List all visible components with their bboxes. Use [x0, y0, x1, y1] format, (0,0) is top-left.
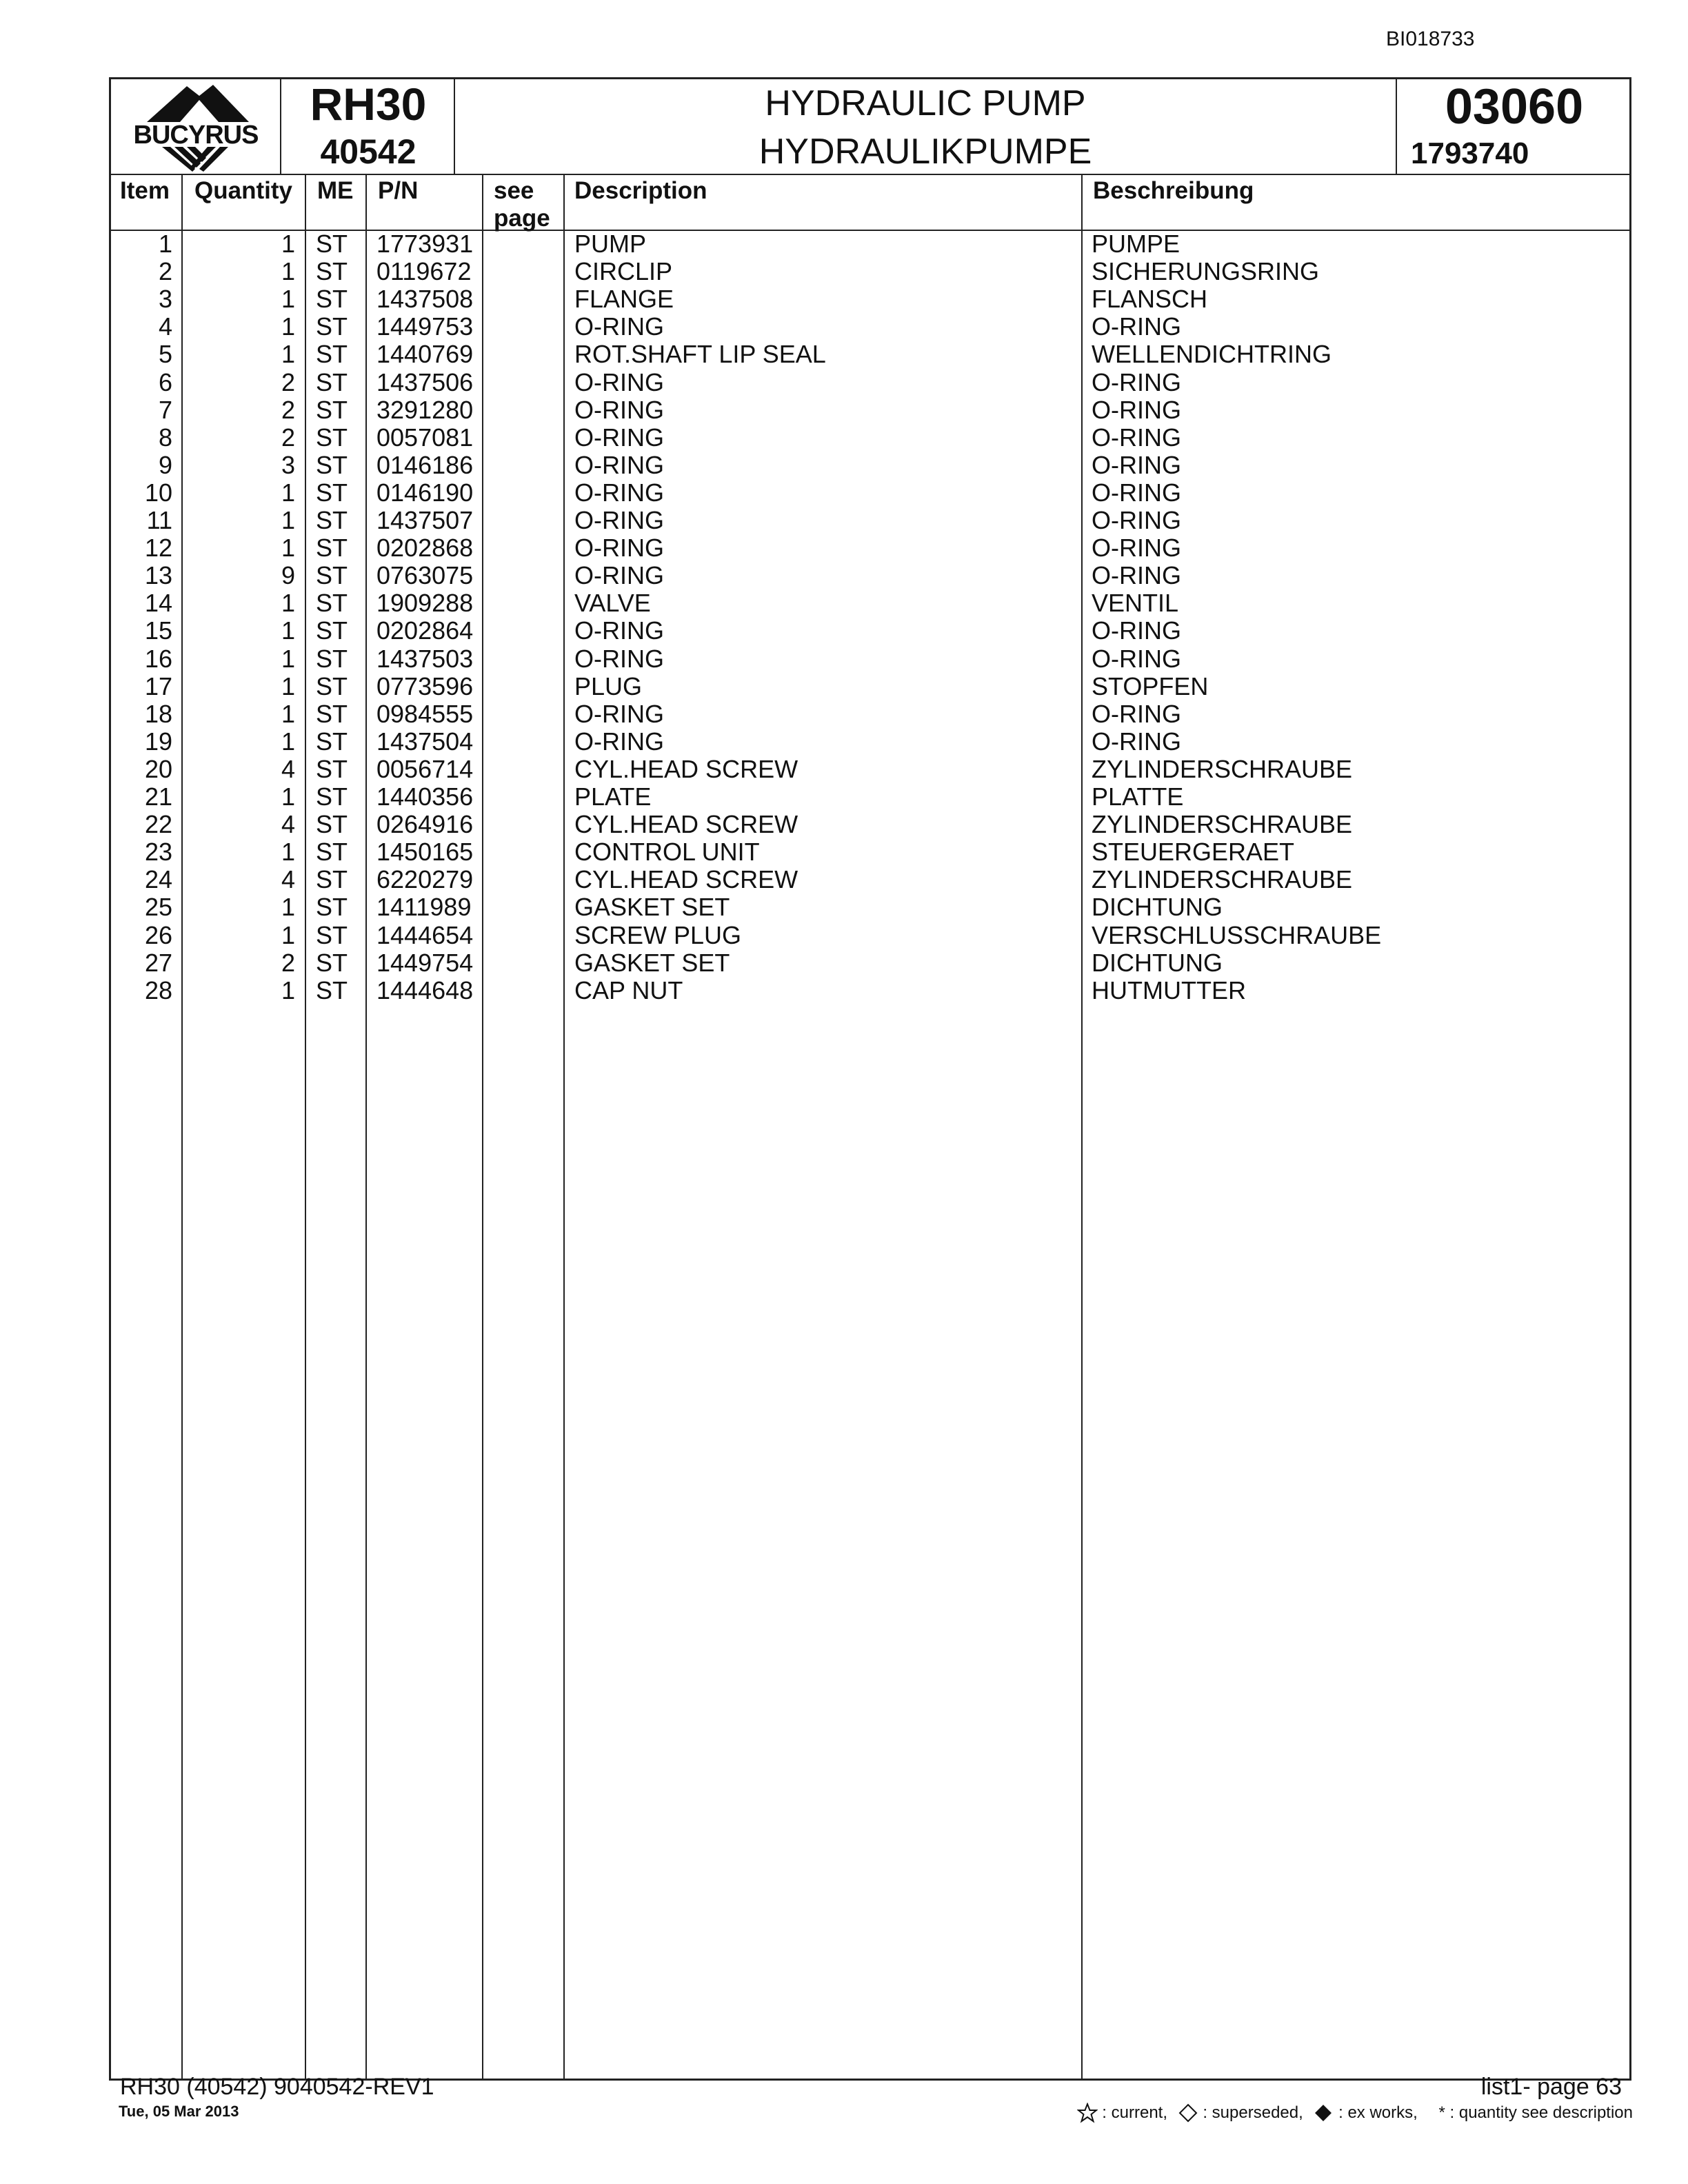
item-number: 11	[146, 506, 172, 534]
description: O-RING	[574, 423, 664, 452]
table-row	[0, 838, 1688, 866]
description: CYL.HEAD SCREW	[574, 754, 798, 783]
quantity: 1	[281, 644, 295, 673]
unit: ST	[316, 230, 348, 258]
beschreibung: VERSCHLUSSCHRAUBE	[1092, 920, 1382, 949]
table-row	[0, 949, 1688, 977]
part-number: 1437508	[376, 285, 474, 314]
quantity: 1	[281, 699, 295, 728]
unit: ST	[316, 782, 348, 811]
beschreibung: FLANSCH	[1092, 285, 1208, 314]
quantity: 1	[281, 616, 295, 645]
beschreibung: O-RING	[1092, 561, 1181, 590]
item-number: 17	[144, 671, 172, 700]
column-header-pn: P/N	[378, 177, 419, 204]
description: SCREW PLUG	[574, 920, 742, 949]
quantity: 1	[281, 589, 295, 618]
title-english: HYDRAULIC PUMP	[765, 83, 1086, 123]
footer-date: Tue, 05 Mar 2013	[119, 2103, 239, 2120]
description: CYL.HEAD SCREW	[574, 865, 798, 894]
beschreibung: PLATTE	[1092, 782, 1184, 811]
quantity: 4	[281, 865, 295, 894]
drawing-number: 1793740	[1411, 136, 1529, 170]
bucyrus-logo-icon	[111, 79, 280, 174]
description: CONTROL UNIT	[574, 838, 760, 867]
unit: ST	[316, 285, 348, 314]
footer-document-reference: RH30 (40542) 9040542-REV1	[120, 2074, 434, 2100]
description: O-RING	[574, 450, 664, 479]
beschreibung: O-RING	[1092, 450, 1181, 479]
part-number: 1449754	[376, 948, 474, 977]
part-number: 1437503	[376, 644, 474, 673]
part-number: 0119672	[376, 257, 472, 286]
part-number: 1440769	[376, 340, 474, 369]
description: O-RING	[574, 699, 664, 728]
quantity: 9	[281, 561, 295, 590]
column-header-me: ME	[317, 177, 354, 204]
item-number: 1	[158, 230, 172, 258]
table-row	[0, 783, 1688, 811]
item-number: 12	[144, 534, 172, 563]
table-row	[0, 424, 1688, 452]
beschreibung: DICHTUNG	[1092, 893, 1223, 922]
description: CYL.HEAD SCREW	[574, 810, 798, 839]
unit: ST	[316, 395, 348, 424]
item-number: 21	[144, 782, 172, 811]
part-number: 1449753	[376, 312, 474, 341]
part-number: 1437507	[376, 506, 474, 534]
item-number: 24	[144, 865, 172, 894]
part-number: 0202864	[376, 616, 474, 645]
title-german: HYDRAULIKPUMPE	[758, 132, 1092, 172]
unit: ST	[316, 865, 348, 894]
column-header-see: see	[494, 177, 534, 204]
unit: ST	[316, 644, 348, 673]
item-number: 7	[158, 395, 172, 424]
footer-page-number: list1- page 63	[1480, 2074, 1622, 2100]
beschreibung: O-RING	[1092, 616, 1181, 645]
quantity: 2	[281, 395, 295, 424]
beschreibung: ZYLINDERSCHRAUBE	[1092, 754, 1353, 783]
part-number: 1444648	[376, 975, 474, 1004]
item-number: 5	[158, 340, 172, 369]
quantity: 1	[281, 506, 295, 534]
table-row	[0, 258, 1688, 285]
part-number: 1440356	[376, 782, 474, 811]
part-number: 6220279	[376, 865, 474, 894]
model-number: RH30	[310, 79, 427, 130]
serial-number: 40542	[320, 132, 416, 171]
part-number: 0763075	[376, 561, 474, 590]
beschreibung: HUTMUTTER	[1092, 975, 1246, 1004]
part-number: 0984555	[376, 699, 474, 728]
table-row	[0, 700, 1688, 728]
description: O-RING	[574, 367, 664, 396]
table-row	[0, 230, 1688, 258]
footer-legend	[1077, 2103, 1633, 2123]
description: PLATE	[574, 782, 652, 811]
unit: ST	[316, 838, 348, 867]
beschreibung: O-RING	[1092, 644, 1181, 673]
part-number: 1444654	[376, 920, 474, 949]
item-number: 19	[144, 727, 172, 756]
part-number: 3291280	[376, 395, 474, 424]
table-row	[0, 977, 1688, 1004]
unit: ST	[316, 478, 348, 507]
group-number: 03060	[1445, 79, 1584, 134]
quantity: 1	[281, 230, 295, 258]
description: GASKET SET	[574, 948, 730, 977]
beschreibung: O-RING	[1092, 534, 1181, 563]
beschreibung: WELLENDICHTRING	[1092, 340, 1332, 369]
unit: ST	[316, 920, 348, 949]
table-row	[0, 507, 1688, 534]
beschreibung: O-RING	[1092, 478, 1181, 507]
quantity: 2	[281, 367, 295, 396]
beschreibung: DICHTUNG	[1092, 948, 1223, 977]
unit: ST	[316, 312, 348, 341]
description: CAP NUT	[574, 975, 683, 1004]
description: PUMP	[574, 230, 647, 258]
description: VALVE	[574, 589, 651, 618]
part-number: 0202868	[376, 534, 474, 563]
quantity: 2	[281, 948, 295, 977]
description: PLUG	[574, 671, 643, 700]
description: ROT.SHAFT LIP SEAL	[574, 340, 826, 369]
description: CIRCLIP	[574, 257, 673, 286]
table-row	[0, 589, 1688, 617]
unit: ST	[316, 506, 348, 534]
description: O-RING	[574, 534, 664, 563]
quantity: 1	[281, 257, 295, 286]
beschreibung: O-RING	[1092, 506, 1181, 534]
table-row	[0, 341, 1688, 368]
unit: ST	[316, 367, 348, 396]
quantity: 1	[281, 975, 295, 1004]
unit: ST	[316, 616, 348, 645]
column-header-quantity: Quantity	[194, 177, 292, 204]
diamond-filled-icon	[1313, 2103, 1334, 2123]
item-number: 2	[158, 257, 172, 286]
item-number: 27	[144, 948, 172, 977]
part-number: 1411989	[376, 893, 472, 922]
legend-quantity-label: * : quantity see description	[1438, 2103, 1633, 2122]
beschreibung: ZYLINDERSCHRAUBE	[1092, 810, 1353, 839]
unit: ST	[316, 754, 348, 783]
unit: ST	[316, 893, 348, 922]
beschreibung: ZYLINDERSCHRAUBE	[1092, 865, 1353, 894]
table-row	[0, 922, 1688, 949]
quantity: 4	[281, 754, 295, 783]
quantity: 3	[281, 450, 295, 479]
quantity: 1	[281, 534, 295, 563]
part-number: 1773931	[376, 230, 474, 258]
item-number: 16	[144, 644, 172, 673]
description: O-RING	[574, 312, 664, 341]
table-row	[0, 756, 1688, 783]
quantity: 1	[281, 920, 295, 949]
column-header-beschreibung: Beschreibung	[1093, 177, 1254, 204]
table-row	[0, 313, 1688, 341]
description: O-RING	[574, 395, 664, 424]
item-number: 14	[144, 589, 172, 618]
quantity: 2	[281, 423, 295, 452]
description: O-RING	[574, 616, 664, 645]
description: FLANGE	[574, 285, 674, 314]
legend-current-label: : current,	[1102, 2103, 1167, 2122]
quantity: 1	[281, 671, 295, 700]
beschreibung: PUMPE	[1092, 230, 1180, 258]
item-number: 23	[144, 838, 172, 867]
unit: ST	[316, 561, 348, 590]
unit: ST	[316, 450, 348, 479]
table-row	[0, 534, 1688, 562]
unit: ST	[316, 671, 348, 700]
part-number: 1909288	[376, 589, 474, 618]
item-number: 4	[158, 312, 172, 341]
quantity: 1	[281, 782, 295, 811]
beschreibung: O-RING	[1092, 395, 1181, 424]
header-divider	[109, 174, 1631, 175]
quantity: 1	[281, 285, 295, 314]
table-row	[0, 728, 1688, 756]
part-number: 1437506	[376, 367, 474, 396]
part-number: 0773596	[376, 671, 474, 700]
description: O-RING	[574, 727, 664, 756]
description: O-RING	[574, 644, 664, 673]
beschreibung: VENTIL	[1092, 589, 1179, 618]
beschreibung: O-RING	[1092, 727, 1181, 756]
star-outline-icon	[1077, 2103, 1098, 2123]
beschreibung: STOPFEN	[1092, 671, 1209, 700]
item-number: 3	[158, 285, 172, 314]
part-number: 0057081	[376, 423, 474, 452]
item-number: 20	[144, 754, 172, 783]
item-number: 26	[144, 920, 172, 949]
diamond-outline-icon	[1178, 2103, 1198, 2123]
unit: ST	[316, 699, 348, 728]
description: O-RING	[574, 561, 664, 590]
header-separator	[280, 77, 281, 174]
unit: ST	[316, 423, 348, 452]
table-row	[0, 285, 1688, 313]
table-row	[0, 866, 1688, 893]
quantity: 1	[281, 838, 295, 867]
quantity: 4	[281, 810, 295, 839]
part-number: 0056714	[376, 754, 474, 783]
beschreibung: O-RING	[1092, 699, 1181, 728]
table-row	[0, 562, 1688, 589]
description: O-RING	[574, 506, 664, 534]
unit: ST	[316, 810, 348, 839]
document-id: BI018733	[1386, 28, 1475, 50]
item-number: 22	[144, 810, 172, 839]
quantity: 1	[281, 340, 295, 369]
beschreibung: STEUERGERAET	[1092, 838, 1295, 867]
part-number: 1437504	[376, 727, 474, 756]
unit: ST	[316, 534, 348, 563]
part-number: 0146190	[376, 478, 474, 507]
beschreibung: O-RING	[1092, 367, 1181, 396]
unit: ST	[316, 948, 348, 977]
quantity: 1	[281, 893, 295, 922]
item-number: 15	[144, 616, 172, 645]
table-row	[0, 479, 1688, 507]
part-number: 1450165	[376, 838, 474, 867]
item-number: 10	[144, 478, 172, 507]
item-number: 25	[144, 893, 172, 922]
unit: ST	[316, 727, 348, 756]
beschreibung: O-RING	[1092, 423, 1181, 452]
table-row	[0, 617, 1688, 645]
unit: ST	[316, 589, 348, 618]
table-row	[0, 452, 1688, 479]
column-header-description: Description	[574, 177, 707, 204]
table-row	[0, 645, 1688, 673]
item-number: 8	[158, 423, 172, 452]
bucyrus-logo	[111, 79, 280, 174]
table-row	[0, 811, 1688, 838]
description: O-RING	[574, 478, 664, 507]
unit: ST	[316, 975, 348, 1004]
quantity: 1	[281, 727, 295, 756]
beschreibung: O-RING	[1092, 312, 1181, 341]
item-number: 18	[144, 699, 172, 728]
item-number: 13	[144, 561, 172, 590]
table-row	[0, 369, 1688, 396]
part-number: 0146186	[376, 450, 474, 479]
beschreibung: SICHERUNGSRING	[1092, 257, 1320, 286]
quantity: 1	[281, 478, 295, 507]
unit: ST	[316, 340, 348, 369]
legend-exworks-label: : ex works,	[1338, 2103, 1418, 2122]
part-number: 0264916	[376, 810, 474, 839]
legend-superseded-label: : superseded,	[1203, 2103, 1303, 2122]
item-number: 9	[158, 450, 172, 479]
quantity: 1	[281, 312, 295, 341]
unit: ST	[316, 257, 348, 286]
table-row	[0, 673, 1688, 700]
svg-text:BUCYRUS: BUCYRUS	[133, 121, 259, 150]
column-header-item: Item	[120, 177, 170, 204]
column-header-page: page	[494, 205, 550, 232]
item-number: 6	[158, 367, 172, 396]
item-number: 28	[144, 975, 172, 1004]
description: GASKET SET	[574, 893, 730, 922]
table-row	[0, 396, 1688, 424]
table-row	[0, 893, 1688, 921]
